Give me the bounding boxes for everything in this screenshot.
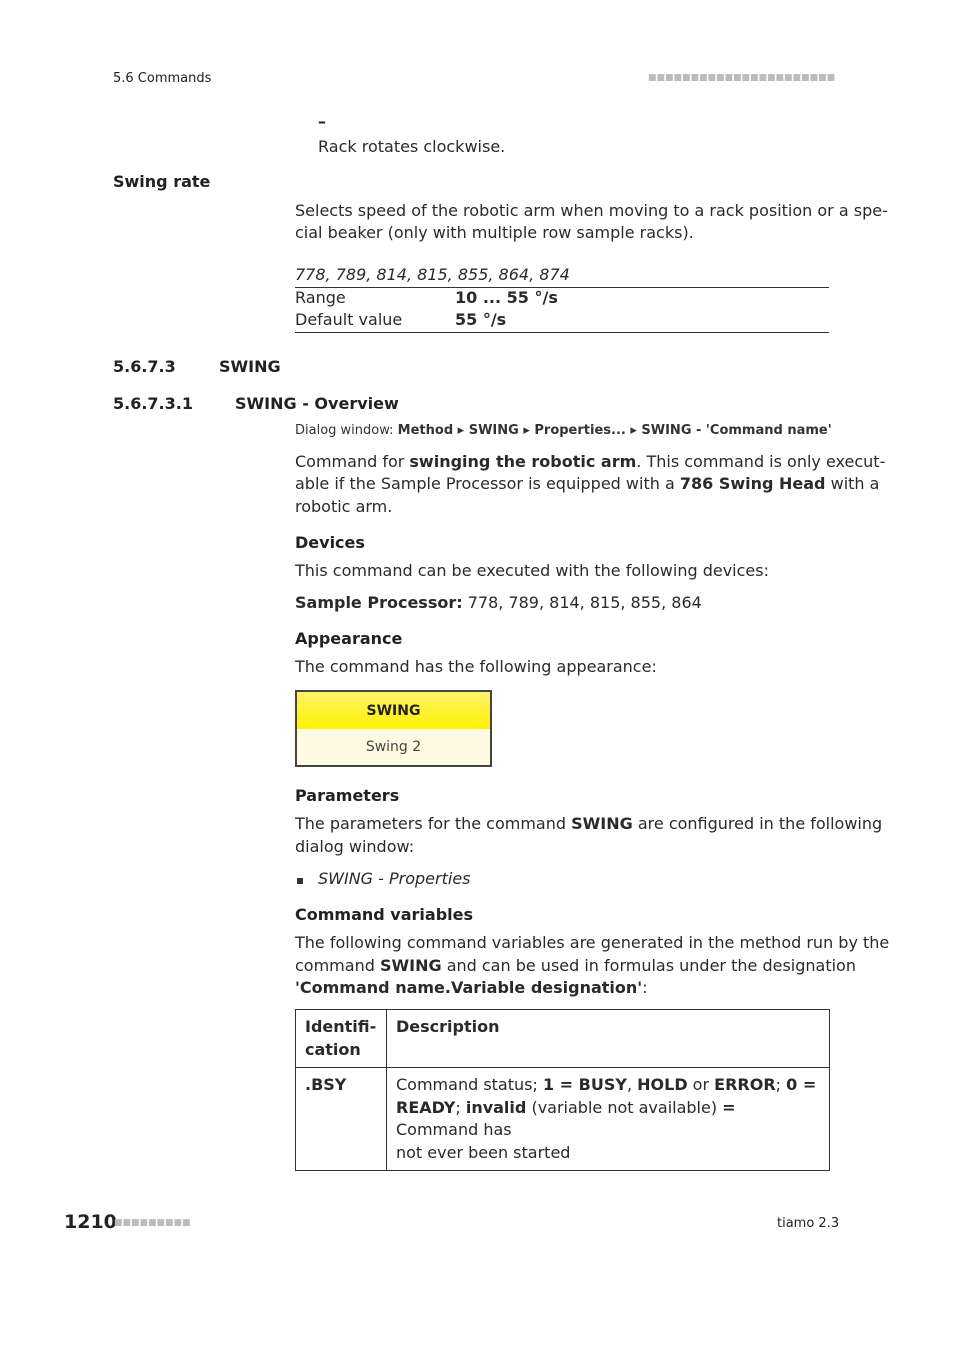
subsection-title: SWING - Overview	[235, 394, 399, 413]
variables-line-3: 'Command name.Variable designation':	[295, 978, 648, 997]
variables-table	[295, 1009, 830, 1171]
parameter-description-line-2: cial beaker (only with multiple row sample racks).	[295, 223, 694, 242]
parameters-dialog-item: SWING - Properties	[318, 869, 471, 888]
dialog-window-path	[295, 423, 832, 438]
page-number: 1210	[64, 1211, 117, 1233]
bullet-icon	[297, 878, 303, 884]
section-title: SWING	[219, 357, 281, 376]
devices-text: This command can be executed with the following devices:	[295, 561, 769, 580]
devices-list: Sample Processor: 778, 789, 814, 815, 855, 864	[295, 593, 702, 612]
default-label: Default value	[295, 310, 403, 329]
variables-heading: Command variables	[295, 905, 473, 924]
table-bottom-rule	[295, 332, 829, 333]
command-box-title: SWING	[297, 692, 490, 729]
device-list: 778, 789, 814, 815, 855, 864, 874	[295, 265, 570, 284]
intro-line-2: able if the Sample Processor is equipped with a 786 Swing Head with a	[295, 474, 880, 493]
dialog-path: Method ▸ SWING ▸ Properties... ▸ SWING - 'Command name'	[397, 423, 832, 438]
table-row	[296, 1068, 830, 1171]
section-number: 5.6.7.3	[113, 357, 176, 376]
subsection-number: 5.6.7.3.1	[113, 394, 193, 413]
range-label: Range	[295, 288, 346, 307]
cell-description: Command status; 1 = BUSY, HOLD or ERROR; 0 = READY; invalid (variable not available) = Command has not ever been started	[387, 1068, 830, 1171]
value-dash: –	[318, 112, 326, 131]
range-value: 10 ... 55 °/s	[455, 288, 558, 307]
parameter-description-line-1: Selects speed of the robotic arm when moving to a rack position or a spe-	[295, 201, 888, 220]
parameters-line-2: dialog window:	[295, 837, 415, 856]
intro-line-3: robotic arm.	[295, 497, 393, 516]
dialog-prefix: Dialog window:	[295, 423, 394, 438]
header-decoration: ■■■■■■■■■■■■■■■■■■■■■■	[648, 73, 836, 83]
running-header-section: 5.6 Commands	[113, 71, 212, 86]
intro-line-1: Command for swinging the robotic arm. This command is only execut-	[295, 452, 886, 471]
devices-heading: Devices	[295, 533, 365, 552]
parameters-line-1: The parameters for the command SWING are configured in the following	[295, 814, 883, 833]
command-box-name: Swing 2	[365, 739, 422, 755]
cell-identification: .BSY	[296, 1068, 387, 1171]
variables-line-1: The following command variables are generated in the method run by the	[295, 933, 890, 952]
parameters-heading: Parameters	[295, 786, 400, 805]
value-description: Rack rotates clockwise.	[318, 137, 506, 156]
appearance-heading: Appearance	[295, 629, 403, 648]
parameter-heading: Swing rate	[113, 172, 211, 191]
appearance-text: The command has the following appearance:	[295, 657, 657, 676]
command-appearance-box	[295, 690, 492, 767]
default-value: 55 °/s	[455, 310, 507, 329]
footer-decoration: ■■■■■■■■■	[114, 1218, 191, 1228]
col-header-identification: Identifi- cation	[296, 1010, 387, 1068]
table-top-rule	[295, 287, 829, 288]
product-name: tiamo 2.3	[777, 1216, 840, 1231]
col-header-description: Description	[387, 1010, 830, 1068]
table-header-row	[296, 1010, 830, 1068]
variables-line-2: command SWING and can be used in formulas under the designation	[295, 956, 856, 975]
